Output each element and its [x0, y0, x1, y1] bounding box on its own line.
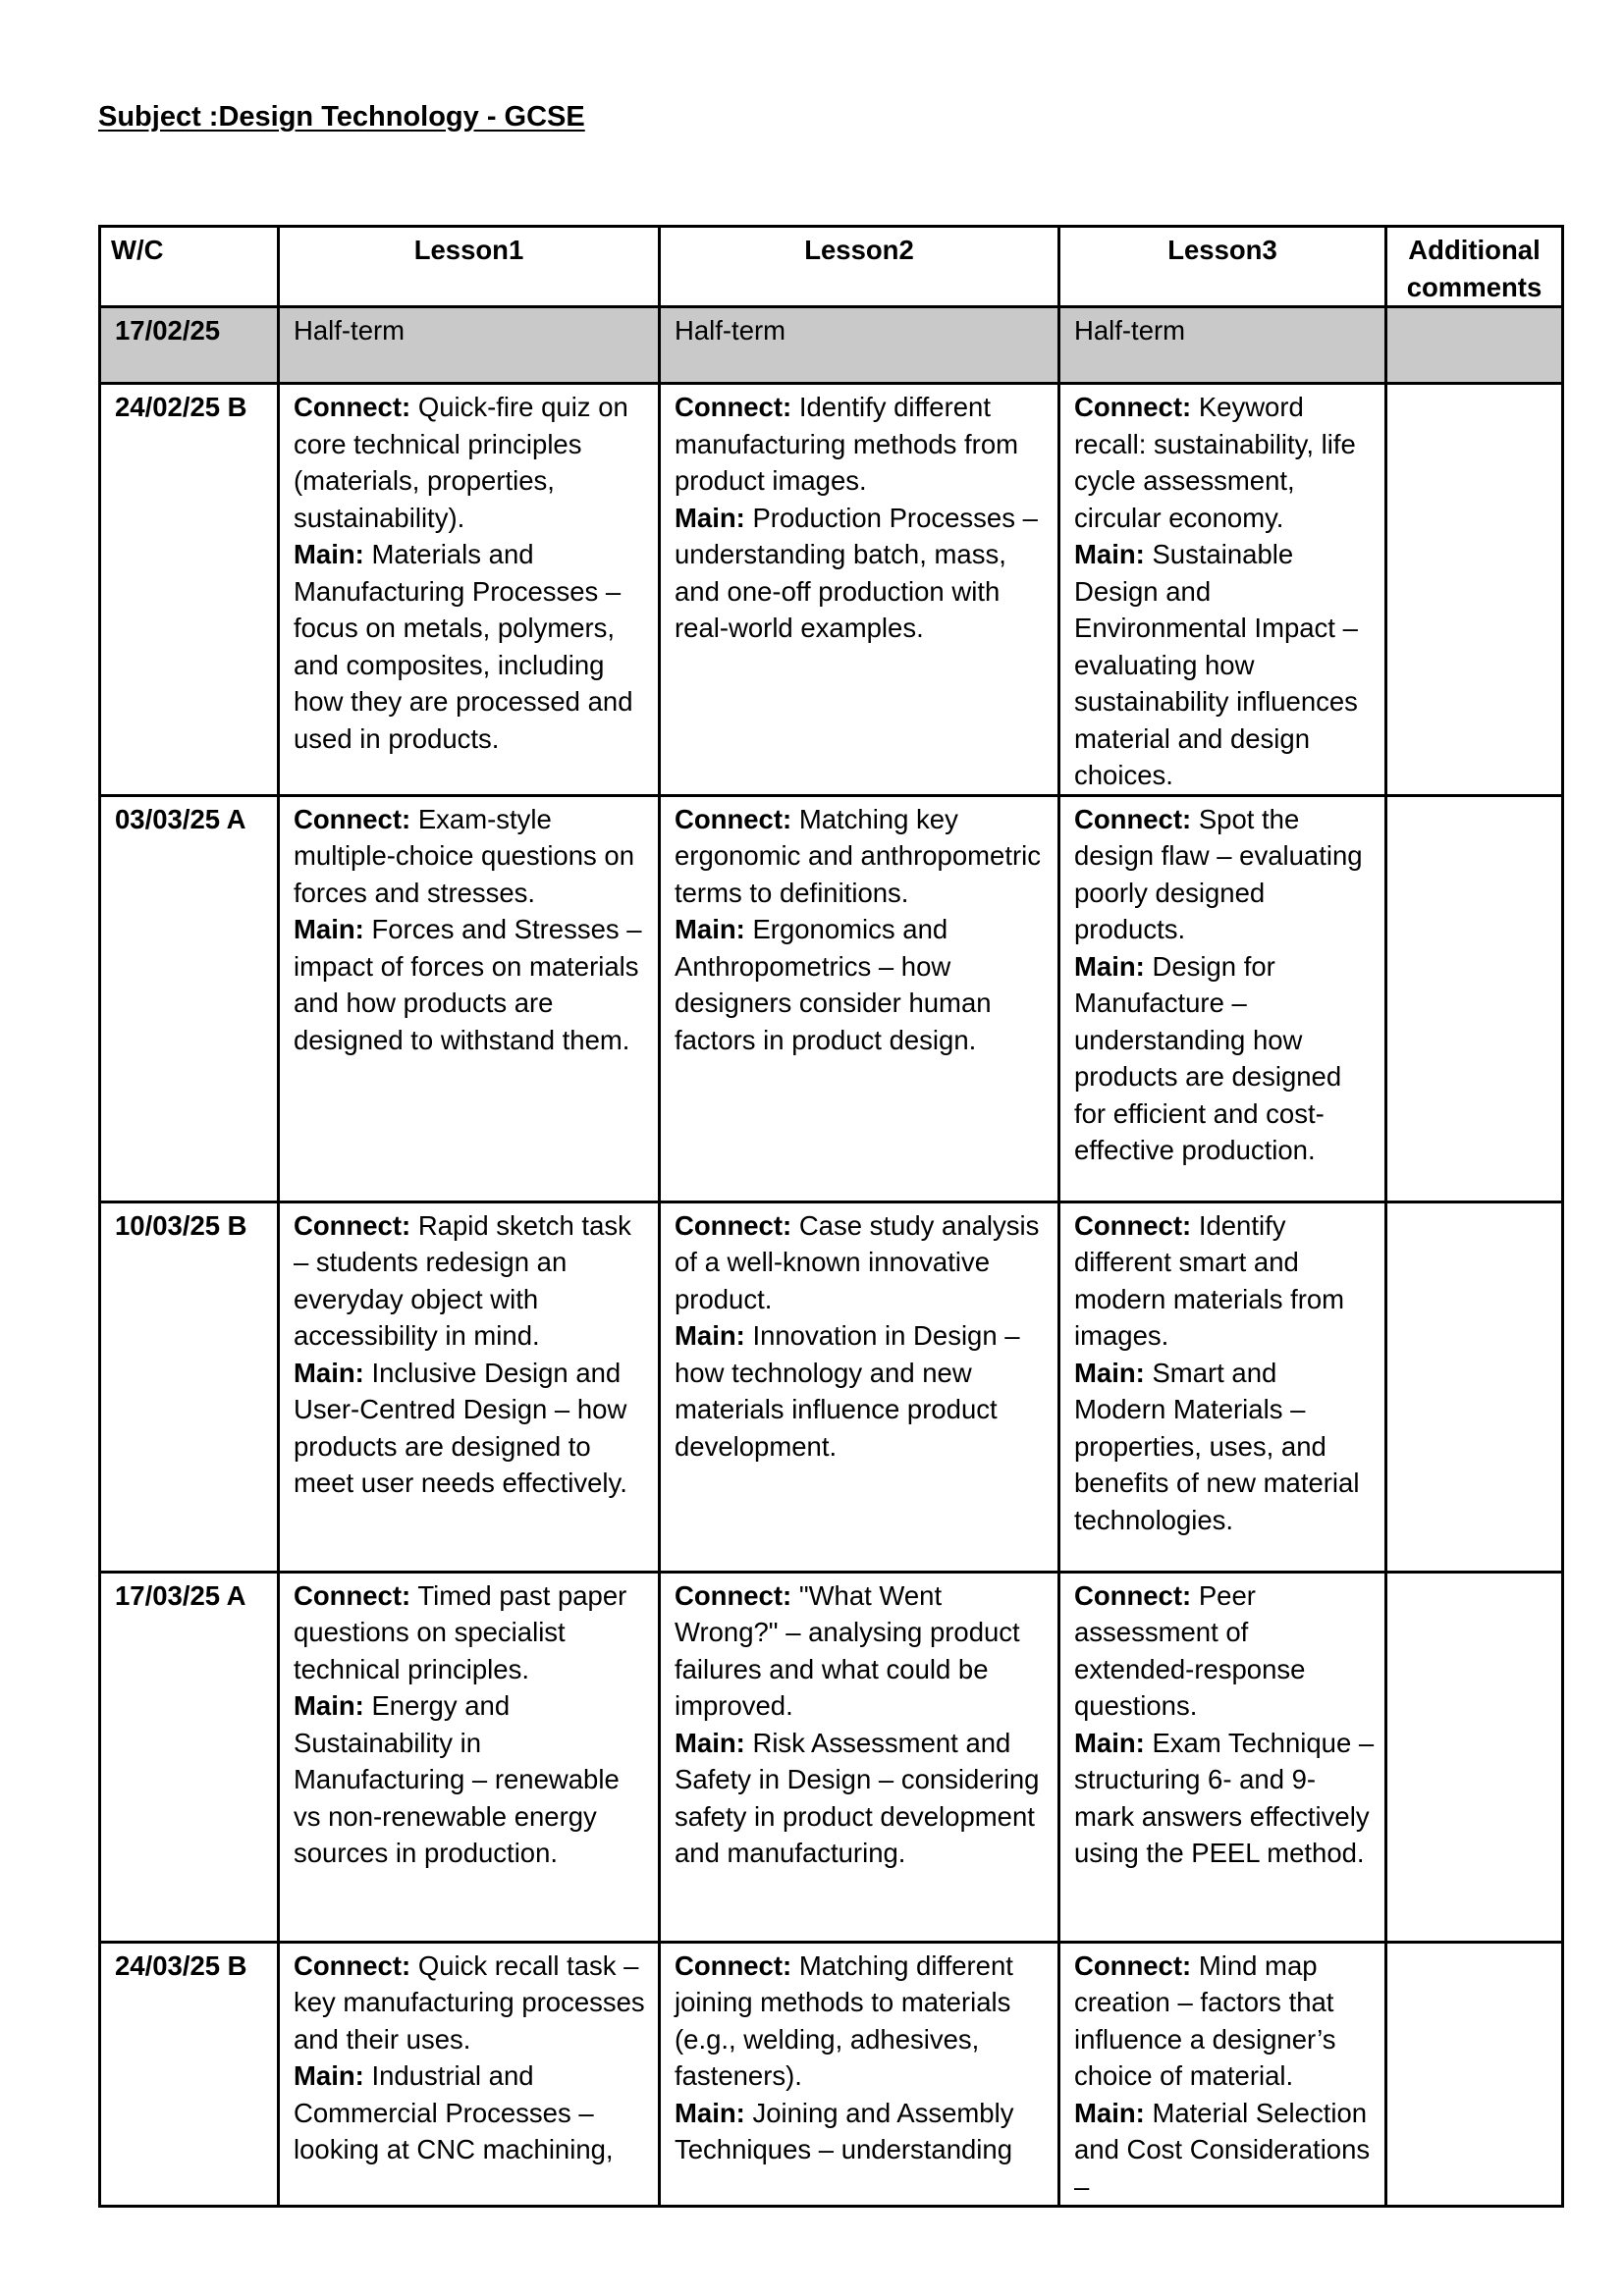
comments-cell [1386, 1201, 1563, 1572]
connect-label: Connect: [294, 1949, 411, 1981]
connect-text: Identify different manufacturing methods from product images. [675, 392, 1019, 496]
table-row-halfterm [100, 307, 1563, 384]
connect-text: Rapid sketch task – students redesign an everyday object with accessibility in mind. [294, 1209, 631, 1351]
lesson1-cell [279, 1201, 660, 1572]
lesson-plan-table [98, 225, 1564, 2208]
connect-text: Case study analysis of a well-known innovative product. [675, 1209, 1040, 1314]
header-lesson3: Lesson3 [1059, 227, 1386, 307]
week-commencing: 03/03/25 A [100, 795, 279, 1201]
main-text: Production Processes – understanding batch, mass, and one-off production with real-world examples. [675, 502, 1038, 643]
main-text: Materials and Manufacturing Processes – focus on metals, polymers, and composites, including how they are processed and used in products. [294, 539, 633, 754]
connect-text: Spot the design flaw – evaluating poorly designed products. [1074, 803, 1363, 944]
lesson1-cell [279, 384, 660, 796]
connect-text: Timed past paper questions on specialist technical principles. [294, 1579, 627, 1684]
main-label: Main: [675, 2097, 745, 2128]
connect-label: Connect: [1074, 803, 1192, 834]
connect-text: Mind map creation – factors that influence a designer’s choice of material. [1074, 1949, 1336, 2091]
table-row [100, 384, 1563, 796]
lesson1-cell [279, 1942, 660, 2207]
main-label: Main: [675, 1320, 745, 1351]
connect-label: Connect: [1074, 1579, 1192, 1611]
week-commencing: 24/02/25 B [100, 384, 279, 796]
comments-cell [1386, 384, 1563, 796]
connect-text: Matching key ergonomic and anthropometric terms to definitions. [675, 803, 1041, 908]
main-label: Main: [294, 914, 364, 944]
week-commencing: 17/02/25 [100, 307, 279, 384]
page-title: Subject :Design Technology - GCSE [98, 101, 585, 133]
lesson3-cell [1059, 1572, 1386, 1942]
table-row [100, 1572, 1563, 1942]
main-text: Ergonomics and Anthropometrics – how designers consider human factors in product design. [675, 914, 992, 1055]
connect-text: Exam-style multiple-choice questions on forces and stresses. [294, 803, 634, 908]
connect-text: "What Went Wrong?" – analysing product failures and what could be improved. [675, 1579, 1020, 1721]
table-row [100, 1201, 1563, 1572]
main-text: Inclusive Design and User-Centred Design – how products are designed to meet user needs effectively. [294, 1357, 627, 1498]
main-text: Joining and Assembly Techniques – understanding [675, 2097, 1014, 2164]
main-text: Design for Manufacture – understanding how products are designed for efficient and cost-effective production. [1074, 950, 1342, 1165]
connect-label: Connect: [294, 803, 411, 834]
main-text: Industrial and Commercial Processes – looking at CNC machining, [294, 2060, 614, 2164]
week-commencing: 17/03/25 A [100, 1572, 279, 1942]
table-row [100, 1942, 1563, 2207]
connect-label: Connect: [675, 392, 792, 422]
connect-label: Connect: [675, 1209, 792, 1241]
connect-label: Connect: [294, 1209, 411, 1241]
header-additional-comments: Additional comments [1386, 227, 1563, 307]
lesson1-cell [279, 795, 660, 1201]
main-label: Main: [294, 1690, 364, 1721]
lesson2-cell [660, 384, 1059, 796]
connect-label: Connect: [675, 1579, 792, 1611]
connect-text: Matching different joining methods to materials (e.g., welding, adhesives, fasteners). [675, 1949, 1013, 2091]
lesson3-cell [1059, 384, 1386, 796]
main-label: Main: [1074, 539, 1145, 569]
connect-text: Keyword recall: sustainability, life cycle assessment, circular economy. [1074, 392, 1356, 533]
lesson2-cell [660, 795, 1059, 1201]
main-text: Exam Technique – structuring 6- and 9-mark answers effectively using the PEEL method. [1074, 1727, 1375, 1868]
week-commencing: 10/03/25 B [100, 1201, 279, 1572]
table-header-row [100, 227, 1563, 307]
lesson1-cell: Half-term [279, 307, 660, 384]
main-label: Main: [1074, 2097, 1145, 2128]
header-lesson1: Lesson1 [279, 227, 660, 307]
lesson3-cell [1059, 1201, 1386, 1572]
lesson1-cell [279, 1572, 660, 1942]
main-label: Main: [675, 502, 745, 533]
connect-label: Connect: [1074, 1949, 1192, 1981]
main-label: Main: [1074, 1357, 1145, 1388]
header-lesson2: Lesson2 [660, 227, 1059, 307]
main-text: Risk Assessment and Safety in Design – considering safety in product development and manufacturing. [675, 1727, 1040, 1868]
week-commencing: 24/03/25 B [100, 1942, 279, 2207]
table-row [100, 795, 1563, 1201]
lesson2-cell [660, 1942, 1059, 2207]
connect-text: Peer assessment of extended-response questions. [1074, 1579, 1306, 1721]
main-text: Energy and Sustainability in Manufacturing – renewable vs non-renewable energy sources in production. [294, 1690, 620, 1868]
connect-label: Connect: [675, 803, 792, 834]
connect-text: Quick recall task – key manufacturing processes and their uses. [294, 1949, 645, 2055]
connect-label: Connect: [1074, 392, 1192, 422]
connect-label: Connect: [1074, 1209, 1192, 1241]
main-label: Main: [294, 539, 364, 569]
main-label: Main: [1074, 1727, 1145, 1758]
connect-label: Connect: [675, 1949, 792, 1981]
main-label: Main: [294, 1357, 364, 1388]
lesson2-cell: Half-term [660, 307, 1059, 384]
main-label: Main: [675, 914, 745, 944]
lesson3-cell [1059, 1942, 1386, 2207]
main-label: Main: [1074, 950, 1145, 982]
comments-cell [1386, 795, 1563, 1201]
connect-label: Connect: [294, 392, 411, 422]
comments-cell [1386, 1942, 1563, 2207]
comments-cell [1386, 307, 1563, 384]
main-text: Material Selection and Cost Considerations – [1074, 2097, 1371, 2202]
connect-text: Identify different smart and modern materials from images. [1074, 1209, 1345, 1351]
comments-cell [1386, 1572, 1563, 1942]
lesson3-cell: Half-term [1059, 307, 1386, 384]
lesson3-cell [1059, 795, 1386, 1201]
lesson2-cell [660, 1572, 1059, 1942]
main-label: Main: [675, 1727, 745, 1758]
main-text: Sustainable Design and Environmental Impact – evaluating how sustainability influences material and design choices. [1074, 539, 1358, 790]
connect-text: Quick-fire quiz on core technical principles (materials, properties, sustainability). [294, 392, 628, 533]
header-wc: W/C [100, 227, 279, 307]
main-label: Main: [294, 2060, 364, 2091]
main-text: Smart and Modern Materials – properties, uses, and benefits of new material technologies. [1074, 1357, 1360, 1535]
connect-label: Connect: [294, 1579, 411, 1611]
main-text: Forces and Stresses – impact of forces on materials and how products are designed to withstand them. [294, 914, 642, 1055]
main-text: Innovation in Design – how technology and new materials influence product development. [675, 1320, 1020, 1462]
lesson2-cell [660, 1201, 1059, 1572]
